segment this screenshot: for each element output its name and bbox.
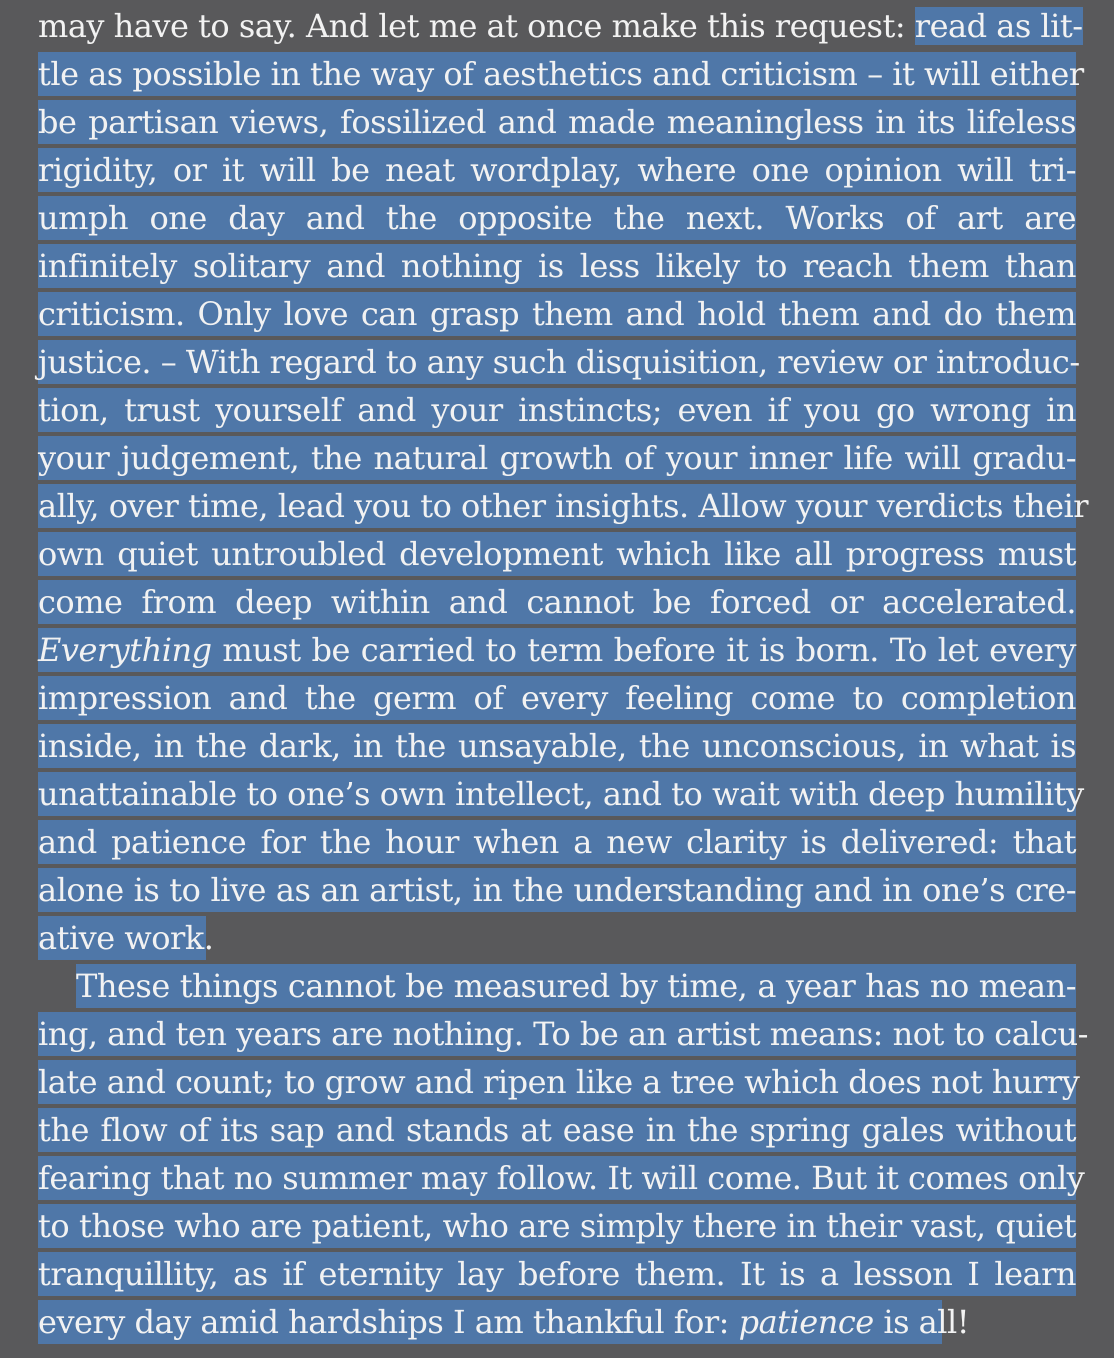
text-line[interactable]: late and count; to grow and ripen like a tree which does not hurry — [38, 1063, 1080, 1101]
emphasis-text: patience — [738, 1303, 874, 1341]
text-line[interactable]: umph one day and the opposite the next. Works of art are — [38, 199, 1076, 237]
emphasis-text: Everything — [38, 631, 212, 669]
text-line[interactable]: These things cannot be measured by time, a year has no mean- — [76, 967, 1076, 1005]
selected-text: must be carried to term before it is born. To let every — [211, 631, 1076, 669]
text-line[interactable]: fearing that no summer may follow. It will come. But it comes only — [38, 1159, 1085, 1197]
unselected-text: may have to say. And let me at once make this request: — [38, 7, 915, 45]
text-line[interactable] — [38, 626, 1076, 674]
text-line[interactable]: be partisan views, fossilized and made meaningless in its lifeless — [38, 103, 1076, 141]
text-line[interactable]: criticism. Only love can grasp them and hold them and do them — [38, 295, 1076, 333]
text-line[interactable]: unattainable to one’s own intellect, and to wait with deep humility — [38, 775, 1084, 813]
text-line[interactable]: alone is to live as an artist, in the understanding and in one’s cre- — [38, 871, 1076, 909]
text-line[interactable]: the flow of its sap and stands at ease in the spring gales without — [38, 1111, 1076, 1149]
text-line[interactable]: to those who are patient, who are simply there in their vast, quiet — [38, 1207, 1076, 1245]
text-line[interactable]: tle as possible in the way of aesthetics and criticism – it will either — [38, 55, 1084, 93]
text-line[interactable]: justice. – With regard to any such disquisition, review or introduc- — [38, 343, 1080, 381]
text-line[interactable]: tranquillity, as if eternity lay before them. It is a lesson I learn — [38, 1255, 1076, 1293]
text-line[interactable]: your judgement, the natural growth of your inner life will gradu- — [38, 439, 1076, 477]
selected-text[interactable]: read as lit- — [914, 7, 1083, 45]
reader-page — [38, 0, 1089, 1358]
text-line[interactable]: own quiet untroubled development which like all progress must — [38, 535, 1076, 573]
text-line[interactable]: infinitely solitary and nothing is less likely to reach them than — [38, 247, 1076, 285]
text-line[interactable]: and patience for the hour when a new clarity is delivered: that — [38, 823, 1076, 861]
selected-text: every day amid hardships I am thankful for: — [38, 1303, 739, 1341]
text-line[interactable]: ing, and ten years are nothing. To be an artist means: not to calcu- — [38, 1015, 1088, 1053]
text-line[interactable]: rigidity, or it will be neat wordplay, where one opinion will tri- — [38, 151, 1076, 189]
text-line[interactable]: impression and the germ of every feeling come to completion — [38, 679, 1076, 717]
text-line[interactable] — [38, 1298, 969, 1346]
text-line — [38, 2, 1083, 50]
text-line[interactable]: ative work. — [38, 919, 214, 957]
text-line[interactable]: tion, trust yourself and your instincts; even if you go wrong in — [38, 391, 1076, 429]
text-line[interactable]: ally, over time, lead you to other insights. Allow your verdicts their — [38, 487, 1089, 525]
text-line[interactable]: inside, in the dark, in the unsayable, the unconscious, in what is — [38, 727, 1076, 765]
selected-text: is all! — [873, 1303, 970, 1341]
text-line[interactable]: come from deep within and cannot be forced or accelerated. — [38, 583, 1076, 621]
